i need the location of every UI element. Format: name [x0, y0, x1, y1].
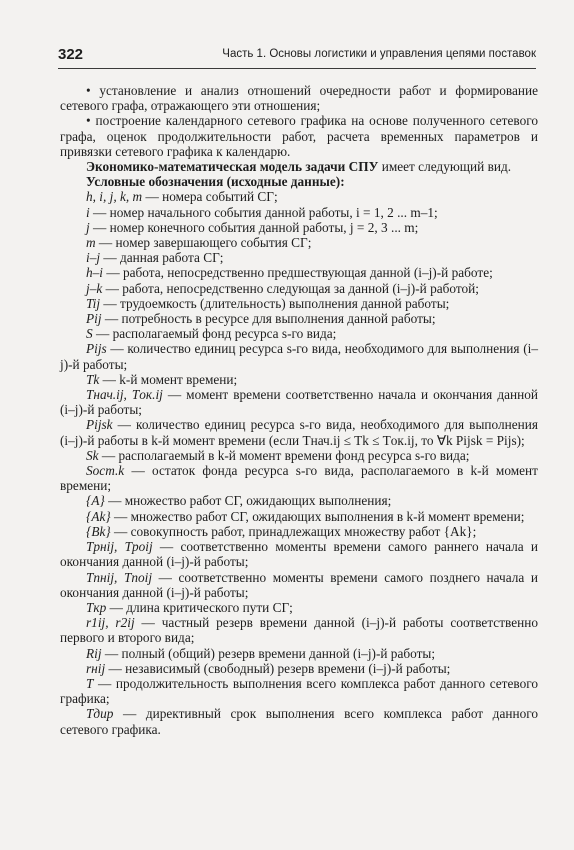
definition-text: — располагаемый фонд ресурса s-го вида;	[92, 326, 337, 342]
definition-item	[60, 417, 538, 447]
definition-text: — количество единиц ресурса s-го вида, необходимого для выполнения (i–j)-й работы;	[60, 341, 538, 372]
definition-symbol: rнij	[86, 660, 106, 676]
definition-item	[60, 326, 538, 341]
definition-text: — директивный срок выполнения всего комплекса работ данного сетевого графика.	[60, 706, 538, 737]
definition-text: — длина критического пути СГ;	[106, 599, 293, 615]
page-number: 322	[58, 46, 84, 63]
definition-text: — номер начального события данной работы, i = 1, 2 ... m–1;	[89, 204, 438, 220]
definition-symbol: j–k	[86, 280, 103, 296]
definition-text: — номера событий СГ;	[142, 189, 278, 205]
definition-item	[60, 265, 538, 280]
body-text	[60, 83, 538, 737]
definition-text: — работа, непосредственно предшествующая данной (i–j)-й работе;	[103, 265, 493, 281]
definition-text: — остаток фонда ресурса s-го вида, располагаемого в k-й момент времени;	[60, 463, 538, 494]
definition-symbol: m	[86, 235, 96, 251]
definition-symbol: Tкр	[86, 599, 107, 615]
definition-text: — данная работа СГ;	[100, 250, 224, 266]
definition-symbol: Tнач.ij, Tок.ij	[86, 387, 163, 403]
definition-item	[60, 296, 538, 311]
definition-symbol: Tij	[86, 295, 101, 311]
definition-symbol: {Bk}	[86, 523, 111, 539]
definition-symbol: {A}	[86, 493, 105, 509]
definition-text: — трудоемкость (длительность) выполнения данной работы;	[100, 295, 450, 311]
definition-item	[60, 341, 538, 371]
definition-text: — номер конечного события данной работы, j = 2, 3 ... m;	[89, 219, 419, 235]
definition-symbol: Tрнij, Tроij	[86, 539, 153, 555]
definition-symbol: Tпнij, Tпоij	[86, 569, 153, 585]
definition-item	[60, 220, 538, 235]
definition-item	[60, 463, 538, 493]
definition-item	[60, 539, 538, 569]
definition-symbol: h–i	[86, 265, 103, 281]
definition-item	[60, 448, 538, 463]
definition-text: — располагаемый в k-й момент времени фонд ресурса s-го вида;	[98, 447, 470, 463]
definition-item	[60, 661, 538, 676]
running-head: Часть 1. Основы логистики и управления цепями поставок	[222, 48, 536, 60]
definition-symbol: h, i, j, k, m	[86, 189, 143, 205]
definition-text: — количество единиц ресурса s-го вида, необходимого для выполнения (i–j)-й работы в k-й момент времени (если Tнач.ij ≤ Tk ≤ Tок.ij, то ∀k Pijsk = Pijs);	[60, 417, 538, 448]
definition-symbol: Pijs	[86, 341, 107, 357]
definition-item	[60, 676, 538, 706]
definition-item	[60, 235, 538, 250]
definition-symbol: j	[86, 219, 90, 235]
definition-symbol: Tk	[86, 371, 100, 387]
definition-text: — продолжительность выполнения всего комплекса работ данного сетевого графика;	[60, 675, 538, 707]
definition-symbol: Rij	[86, 645, 102, 661]
definition-text: — полный (общий) резерв времени данной (i–j)-й работы;	[101, 645, 436, 661]
definition-item	[60, 493, 538, 508]
definition-symbol: Pij	[86, 311, 102, 327]
definition-symbol: i	[86, 204, 90, 220]
definition-item	[60, 706, 538, 736]
definition-text: — совокупность работ, принадлежащих множеству работ {Ak};	[110, 523, 477, 539]
definitions-list	[60, 189, 538, 736]
definition-text: — потребность в ресурсе для выполнения данной работы;	[101, 311, 436, 327]
definition-item	[60, 524, 538, 539]
definition-symbol: i–j	[86, 250, 101, 266]
definition-symbol: T	[86, 675, 94, 691]
definition-item	[60, 570, 538, 600]
model-intro-lead: Экономико-математическая модель задачи СПУ	[86, 159, 379, 175]
definition-text: — работа, непосредственно следующая за данной (i–j)-й работой;	[102, 280, 479, 296]
definition-text: — соответственно моменты времени самого раннего начала и окончания данной (i–j)-й работы;	[60, 539, 538, 570]
model-intro	[60, 159, 538, 174]
definition-symbol: {Ak}	[86, 508, 111, 524]
definition-item	[60, 600, 538, 615]
definition-item	[60, 189, 538, 204]
definition-symbol: r1ij, r2ij	[86, 615, 135, 631]
definition-text: — множество работ СГ, ожидающих выполнения;	[104, 493, 392, 509]
definition-symbol: S	[86, 326, 93, 342]
definition-symbol: Sk	[86, 447, 99, 463]
definition-text: — момент времени соответственно начала и окончания данной (i–j)-й работы;	[60, 387, 538, 418]
model-intro-rest: имеет следующий вид.	[378, 159, 512, 175]
definition-text: — соответственно моменты времени самого позднего начала и окончания данной (i–j)-й работы;	[60, 569, 538, 600]
definition-text: — частный резерв времени данной (i–j)-й работы соответственно первого и второго вида;	[60, 615, 538, 646]
bullet-item: • построение календарного сетевого графика на основе полученного сетевого графа, оценок продолжительности работ, расчета временных параметров и привязки сетевого графика к календарю.	[60, 113, 538, 159]
definition-item	[60, 205, 538, 220]
definition-symbol: Pijsk	[86, 417, 113, 433]
definition-item	[60, 311, 538, 326]
definition-text: — независимый (свободный) резерв времени (i–j)-й работы;	[105, 660, 451, 676]
definition-item	[60, 250, 538, 265]
definition-symbol: Tдир	[86, 706, 114, 722]
notation-heading: Условные обозначения (исходные данные):	[86, 174, 345, 190]
definition-item	[60, 281, 538, 296]
bullet-item: • установление и анализ отношений очередности работ и формирование сетевого графа, отражающего эти отношения;	[60, 83, 538, 114]
definition-symbol: Sост.k	[86, 463, 125, 479]
definition-item	[60, 372, 538, 387]
definition-text: — k-й момент времени;	[99, 371, 238, 387]
definition-text: — множество работ СГ, ожидающих выполнения в k-й момент времени;	[110, 508, 525, 524]
page-header	[58, 46, 536, 69]
definition-item	[60, 509, 538, 524]
definition-item	[60, 646, 538, 661]
definition-item	[60, 615, 538, 645]
definition-item	[60, 387, 538, 417]
definition-text: — номер завершающего события СГ;	[95, 235, 312, 251]
